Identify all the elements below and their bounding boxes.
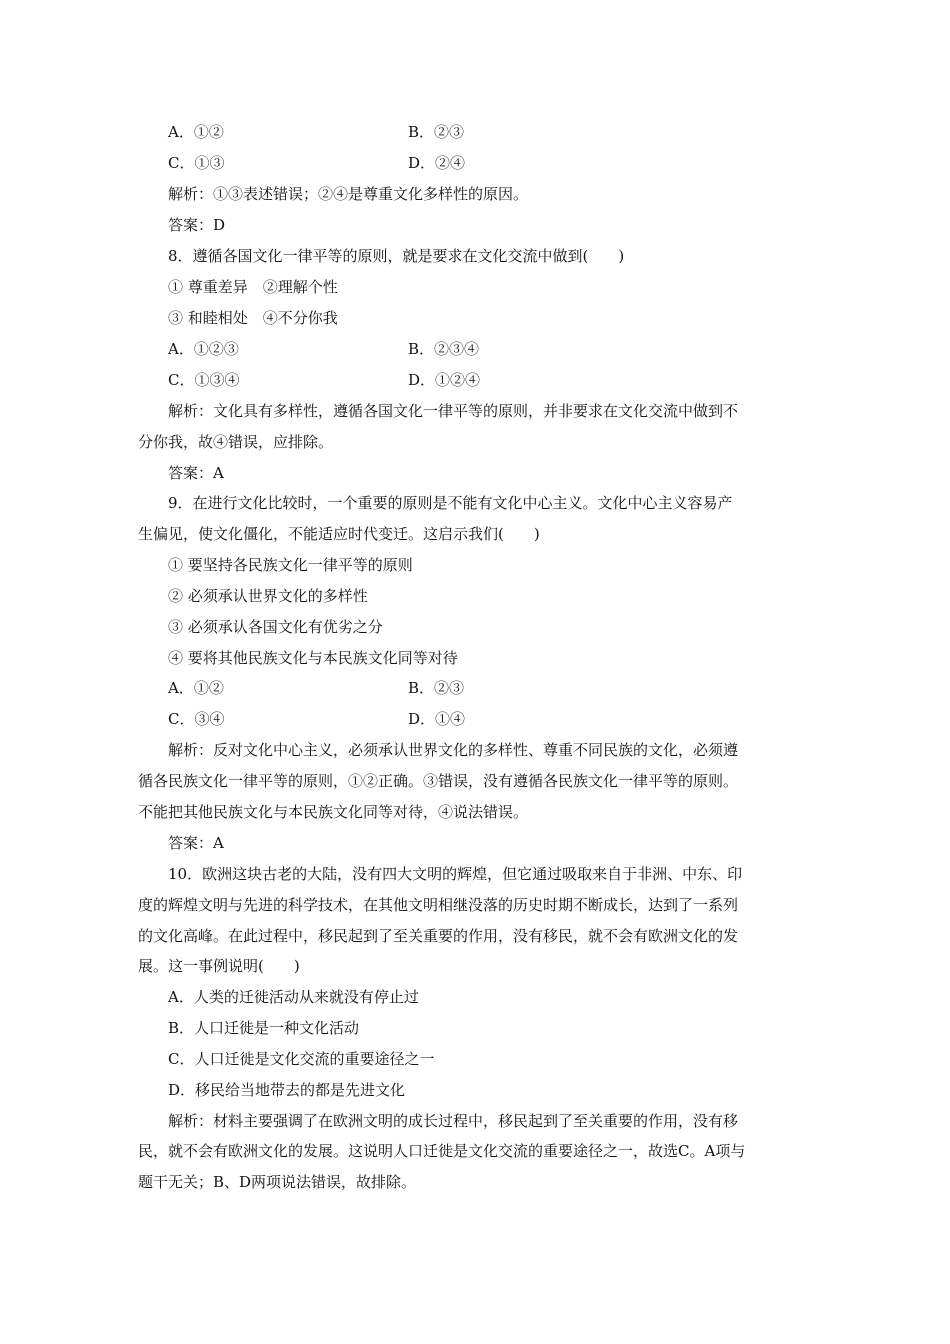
q8-items-2: ③ 和睦相处 ④不分你我 — [168, 309, 338, 327]
q9-analysis-line-1: 解析：反对文化中心主义，必须承认世界文化的多样性、尊重不同民族的文化，必须遵 — [168, 741, 739, 759]
prev-option-d: D．②④ — [408, 154, 466, 172]
q8-items-1: ① 尊重差异 ②理解个性 — [168, 278, 338, 296]
prev-answer: 答案：D — [168, 216, 226, 234]
q10-analysis-line-3: 题干无关；B、D两项说法错误，故排除。 — [138, 1173, 417, 1191]
q8-option-c: C．①③④ — [168, 371, 240, 389]
q8-option-d: D．①②④ — [408, 371, 481, 389]
q8-answer: 答案：A — [168, 464, 224, 482]
q8-analysis-line-1: 解析：文化具有多样性，遵循各国文化一律平等的原则，并非要求在文化交流中做到不 — [168, 402, 739, 420]
prev-option-c: C．①③ — [168, 154, 225, 172]
q10-analysis-line-1: 解析：材料主要强调了在欧洲文明的成长过程中，移民起到了至关重要的作用，没有移 — [168, 1112, 739, 1130]
q9-analysis-line-2: 循各民族文化一律平等的原则，①②正确。③错误，没有遵循各民族文化一律平等的原则。 — [138, 772, 739, 790]
q9-analysis-line-3: 不能把其他民族文化与本民族文化同等对待，④说法错误。 — [138, 803, 529, 821]
q9-item-3: ③ 必须承认各国文化有优劣之分 — [168, 618, 383, 636]
prev-option-b: B．②③ — [408, 123, 465, 141]
q9-item-2: ② 必须承认世界文化的多样性 — [168, 587, 368, 605]
q10-stem-line-2: 度的辉煌文明与先进的科学技术，在其他文明相继没落的历史时期不断成长，达到了一系列 — [138, 896, 739, 914]
q10-option-a: A．人类的迁徙活动从来就没有停止过 — [168, 988, 419, 1006]
q8-option-b: B．②③④ — [408, 340, 480, 358]
q9-stem-line-2: 生偏见，使文化僵化，不能适应时代变迁。这启示我们( ) — [138, 525, 540, 543]
q9-option-b: B．②③ — [408, 679, 465, 697]
q9-answer: 答案：A — [168, 834, 224, 852]
q9-item-4: ④ 要将其他民族文化与本民族文化同等对待 — [168, 649, 458, 667]
prev-analysis: 解析：①③表述错误；②④是尊重文化多样性的原因。 — [168, 185, 529, 203]
q8-analysis-line-2: 分你我，故④错误，应排除。 — [138, 433, 334, 451]
q10-stem-line-4: 展。这一事例说明( ) — [138, 957, 300, 975]
q10-stem-line-1: 10．欧洲这块古老的大陆，没有四大文明的辉煌，但它通过吸取来自于非洲、中东、印 — [168, 865, 743, 883]
q10-stem-line-3: 的文化高峰。在此过程中，移民起到了至关重要的作用，没有移民，就不会有欧洲文化的发 — [138, 927, 739, 945]
q9-option-a: A．①② — [168, 679, 224, 697]
q9-option-d: D．①④ — [408, 710, 466, 728]
q9-stem-line-1: 9．在进行文化比较时，一个重要的原则是不能有文化中心主义。文化中心主义容易产 — [168, 494, 733, 512]
q8-option-a: A．①②③ — [168, 340, 239, 358]
prev-option-a: A．①② — [168, 123, 224, 141]
q10-analysis-line-2: 民，就不会有欧洲文化的发展。这说明人口迁徙是文化交流的重要途径之一，故选C。A项与 — [138, 1142, 746, 1160]
q9-option-c: C．③④ — [168, 710, 225, 728]
q9-item-1: ① 要坚持各民族文化一律平等的原则 — [168, 556, 413, 574]
q10-option-b: B．人口迁徙是一种文化活动 — [168, 1019, 360, 1037]
q10-option-d: D．移民给当地带去的都是先进文化 — [168, 1081, 406, 1099]
q8-stem: 8．遵循各国文化一律平等的原则，就是要求在文化交流中做到( ) — [168, 247, 625, 265]
q10-option-c: C．人口迁徙是文化交流的重要途径之一 — [168, 1050, 435, 1068]
